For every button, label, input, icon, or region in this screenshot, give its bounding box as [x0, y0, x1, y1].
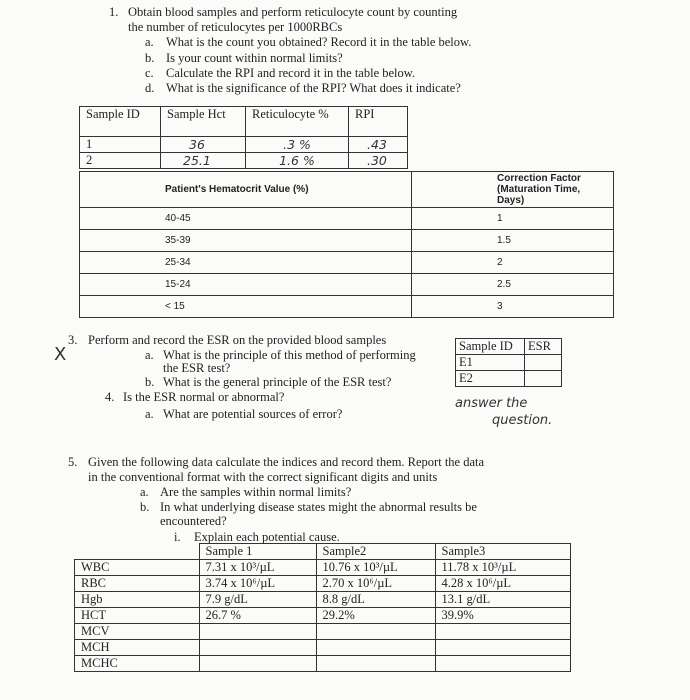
cbc-cell: 3.74 x 10⁶/µL: [199, 576, 316, 592]
handwritten-note-line2: question.: [492, 413, 553, 428]
q1-stem-continued: the number of reticulocytes per 1000RBCs: [128, 20, 343, 34]
correction-cell: 3: [412, 296, 614, 318]
q5-number: 5.: [68, 455, 78, 469]
q1c-text: Calculate the RPI and record it in the table below.: [166, 66, 416, 80]
q5-stem: Given the following data calculate the indices and record them. Report the data: [88, 455, 485, 469]
cbc-table: [74, 543, 571, 672]
cbc-header-sample1: Sample 1: [199, 544, 316, 560]
retic-header-retic: Reticulocyte %: [246, 107, 349, 137]
cbc-header-sample2: Sample2: [316, 544, 435, 560]
q1a-letter: a.: [145, 35, 154, 49]
correction-table: [79, 171, 614, 318]
retic-cell: .43: [349, 137, 408, 153]
cbc-cell: [316, 640, 435, 656]
retic-cell: 1.6 %: [246, 153, 349, 169]
cbc-row-label: MCH: [75, 640, 200, 656]
q3b-text: What is the general principle of the ESR test?: [163, 375, 392, 389]
handwritten-note-line1: answer the: [455, 396, 528, 411]
q5b-text: In what underlying disease states might the abnormal results be: [160, 500, 477, 514]
cbc-cell: [199, 656, 316, 672]
cbc-cell: 11.78 x 10³/µL: [435, 560, 570, 576]
correction-cell: 2.5: [412, 274, 614, 296]
q5a-text: Are the samples within normal limits?: [160, 485, 352, 499]
esr-cell: E2: [456, 371, 525, 387]
cbc-row-label: MCHC: [75, 656, 200, 672]
cbc-cell: 13.1 g/dL: [435, 592, 570, 608]
q1a-text: What is the count you obtained? Record it in the table below.: [166, 35, 472, 49]
q3-stem: Perform and record the ESR on the provided blood samples: [88, 333, 387, 347]
q1-number: 1.: [109, 5, 119, 19]
q3b-letter: b.: [145, 375, 155, 389]
q1-stem: Obtain blood samples and perform reticulocyte count by counting: [128, 5, 458, 19]
esr-cell: [525, 371, 562, 387]
cbc-row-label: Hgb: [75, 592, 200, 608]
cbc-cell: 10.76 x 10³/µL: [316, 560, 435, 576]
cbc-row-label: WBC: [75, 560, 200, 576]
correction-cell: 1.5: [412, 230, 614, 252]
q1b-text: Is your count within normal limits?: [166, 51, 343, 65]
q5-sub-text: Explain each potential cause.: [194, 530, 340, 544]
cbc-cell: [435, 640, 570, 656]
correction-header-factor: Correction Factor (Maturation Time, Days): [412, 172, 614, 208]
cbc-cell: [316, 656, 435, 672]
retic-table: [79, 106, 408, 169]
correction-cell: 40-45: [80, 208, 412, 230]
cbc-cell: [435, 624, 570, 640]
q5-stem-continued: in the conventional format with the correct significant digits and units: [88, 470, 438, 484]
q1d-letter: d.: [145, 81, 155, 95]
q3a-text: What is the principle of this method of performing: [163, 348, 416, 362]
retic-cell: 36: [161, 137, 246, 153]
q3a-text-continued: the ESR test?: [163, 361, 231, 375]
retic-cell: 25.1: [161, 153, 246, 169]
q4a-text: What are potential sources of error?: [163, 407, 343, 421]
correction-cell: 15-24: [80, 274, 412, 296]
retic-cell: 1: [80, 137, 161, 153]
cbc-cell: 7.9 g/dL: [199, 592, 316, 608]
q5b-letter: b.: [140, 500, 150, 514]
retic-cell: .3 %: [246, 137, 349, 153]
cbc-cell: 4.28 x 10⁶/µL: [435, 576, 570, 592]
cbc-cell: 7.31 x 10³/µL: [199, 560, 316, 576]
q1c-letter: c.: [145, 66, 154, 80]
cbc-row-label: RBC: [75, 576, 200, 592]
cbc-header-blank: [75, 544, 200, 560]
handwritten-x-mark: X: [54, 344, 67, 365]
cbc-row-label: HCT: [75, 608, 200, 624]
retic-cell: .30: [349, 153, 408, 169]
q4a-letter: a.: [145, 407, 154, 421]
cbc-cell: 29.2%: [316, 608, 435, 624]
correction-cell: 1: [412, 208, 614, 230]
cbc-cell: [316, 624, 435, 640]
cbc-cell: 8.8 g/dL: [316, 592, 435, 608]
cbc-header-sample3: Sample3: [435, 544, 570, 560]
q5a-letter: a.: [140, 485, 149, 499]
esr-header-esr: ESR: [525, 339, 562, 355]
q4-number: 4.: [105, 390, 115, 404]
retic-header-hct: Sample Hct: [161, 107, 246, 137]
retic-header-sample-id: Sample ID: [80, 107, 161, 137]
esr-table: [455, 338, 562, 387]
q1b-letter: b.: [145, 51, 155, 65]
cbc-cell: 39.9%: [435, 608, 570, 624]
esr-cell: E1: [456, 355, 525, 371]
esr-header-sample-id: Sample ID: [456, 339, 525, 355]
retic-cell: 2: [80, 153, 161, 169]
cbc-cell: [199, 640, 316, 656]
q4-stem: Is the ESR normal or abnormal?: [123, 390, 285, 404]
esr-cell: [525, 355, 562, 371]
cbc-cell: 26.7 %: [199, 608, 316, 624]
retic-header-rpi: RPI: [349, 107, 408, 137]
q3a-letter: a.: [145, 348, 154, 362]
cbc-cell: [435, 656, 570, 672]
cbc-row-label: MCV: [75, 624, 200, 640]
q5b-text-continued: encountered?: [160, 514, 227, 528]
correction-cell: 35-39: [80, 230, 412, 252]
q5-sub-letter: i.: [174, 530, 181, 544]
q3-number: 3.: [68, 333, 78, 347]
correction-cell: 25-34: [80, 252, 412, 274]
correction-header-hct: Patient's Hematocrit Value (%): [80, 172, 412, 208]
cbc-cell: 2.70 x 10⁶/µL: [316, 576, 435, 592]
correction-cell: 2: [412, 252, 614, 274]
correction-cell: < 15: [80, 296, 412, 318]
cbc-cell: [199, 624, 316, 640]
q1d-text: What is the significance of the RPI? What does it indicate?: [166, 81, 461, 95]
